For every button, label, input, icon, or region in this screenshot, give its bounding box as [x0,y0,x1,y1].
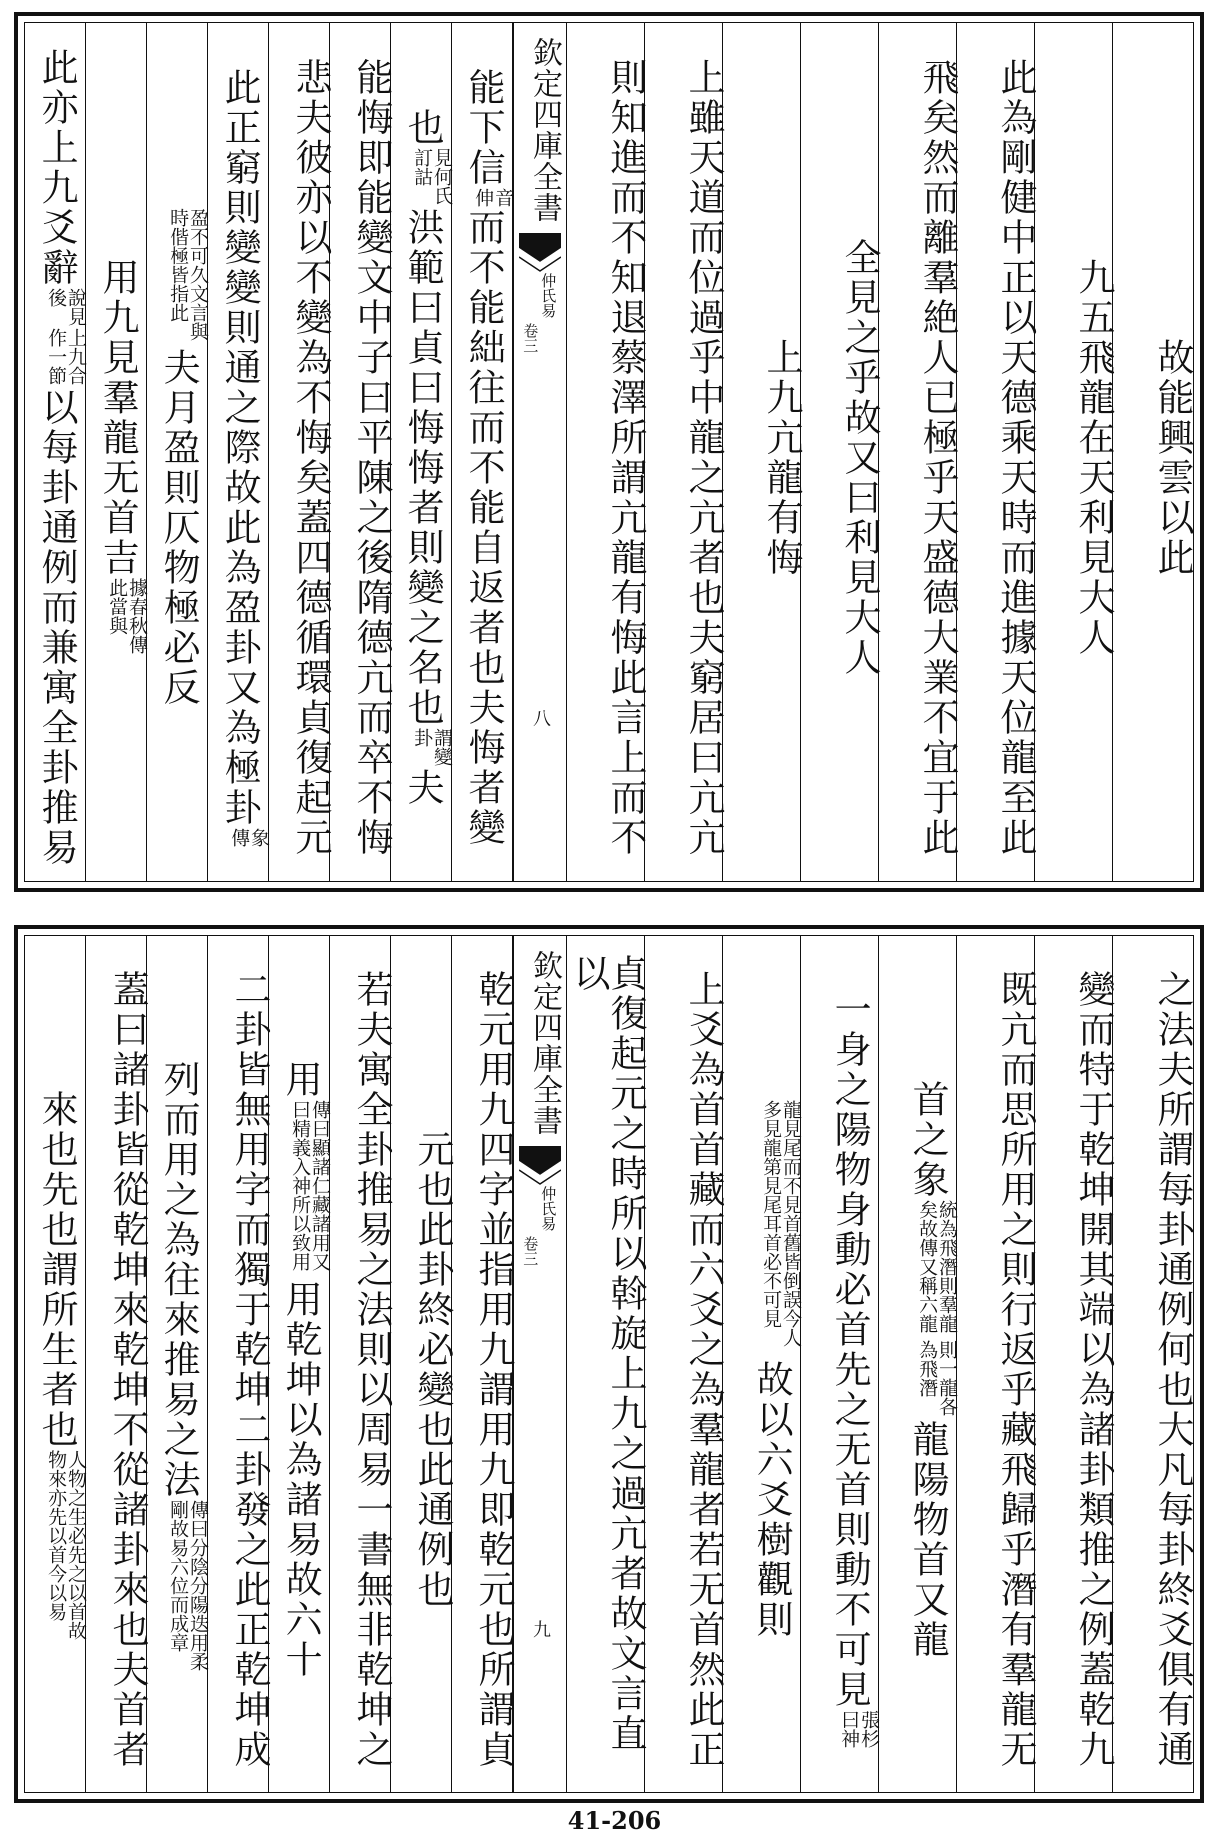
column-text [879,954,956,1786]
text-column [208,23,269,881]
annotation-text: 說見後 [45,288,87,326]
column-text [86,41,146,875]
annotation-text: 音伸 [472,188,514,207]
upper-page-frame [24,22,1194,882]
column-text [1035,954,1115,1786]
column-text [645,41,725,875]
upper-page [14,12,1204,892]
main-text: 而不能絀往而不能自返者也夫悔者變 [462,208,506,848]
volume-label: 卷三 [521,1236,540,1266]
text-column [86,936,147,1792]
text-column [269,936,330,1792]
text-column [25,936,86,1792]
main-text: 故以六爻樹觀則 [750,1360,794,1640]
text-column [879,23,957,881]
text-column [391,23,452,881]
text-column [147,23,208,881]
volume-label: 卷三 [521,323,540,353]
main-text: 元也此卦終必變也此通例也 [411,1130,454,1610]
text-column [452,936,513,1792]
leaf-number: 八 [530,709,551,727]
main-text: 夫月盈則仄物極必反 [157,348,201,708]
column-text [1113,41,1194,875]
text-column [801,23,879,881]
column-text [567,41,647,875]
column-text [208,954,271,1786]
book-title: 仲氏易 [539,273,558,318]
center-fold-column [513,936,567,1792]
main-text: 以每卦通例而兼寓全卦推易 [35,388,79,868]
column-text [269,954,329,1786]
text-column [801,936,879,1792]
main-text: 用 [279,1060,323,1100]
main-text: 一身之陽物身動必首先之无首則動不可見 [828,990,872,1710]
column-text [208,41,268,875]
text-column [723,23,801,881]
lower-page [14,925,1204,1803]
text-column [147,936,208,1792]
main-text: 夫 [401,768,445,808]
main-text: 悲夫彼亦以不變為不悔矣蓋四德循環貞復起元 [289,58,332,858]
annotation-text: 龍見尾而不見首舊皆倒誤今人多見龍第見尾耳首必不可見 [760,1100,802,1347]
column-text [86,954,149,1786]
main-text: 能悔即能變文中子曰平陳之後隋德亢而卒不悔 [350,58,393,858]
main-text: 此為剛健中正以天德乘天時而進據天位龍至此 [994,58,1037,858]
text-column [86,23,147,881]
main-text: 也 [401,108,445,148]
main-text: 來也先也謂所生者也 [35,1090,79,1450]
text-column [1113,23,1194,881]
column-text [801,954,878,1786]
leaf-number: 九 [530,1620,551,1638]
annotation-text: 張杉曰神 [838,1710,880,1748]
main-text: 首之象 [906,1080,950,1200]
text-column [208,936,269,1792]
main-text: 則知進而不知退蔡澤所謂亢龍有悔此言上而不 [604,58,647,858]
annotation-text: 人物之生必先之以首故物來亦先以首今以易 [45,1450,87,1640]
column-text [330,954,393,1786]
main-text: 列而用之為往來推易之法 [157,1060,201,1500]
column-text [391,41,451,875]
annotation-text: 據春秋傳此當與 [106,578,148,654]
main-text: 上爻為首首藏而六爻之為羣龍者若无首然此正 [682,970,725,1770]
column-text [879,41,959,875]
text-column [957,23,1035,881]
text-column [1035,936,1113,1792]
main-text: 蓋曰諸卦皆從乾坤來乾坤不從諸卦來也夫首者 [106,970,149,1770]
column-text [1035,41,1115,875]
annotation-text: 見何氏訂詁 [411,148,453,205]
text-column [269,23,330,881]
main-text: 全見之乎故又曰利見大人 [838,238,881,678]
text-column [391,936,452,1792]
column-text [330,41,393,875]
column-text [25,41,85,875]
column-text [723,954,800,1786]
column-text [801,41,881,875]
column-text [723,41,803,875]
text-column [1113,936,1194,1792]
main-text: 上雖天道而位過乎中龍之亢者也夫窮居曰亢亢 [682,58,725,858]
column-text [269,41,332,875]
column-text [645,954,725,1786]
center-fold-column [513,23,567,881]
column-text [567,954,647,1786]
annotation-text: 上九合作一節 [45,328,87,385]
text-column [330,936,391,1792]
annotation-text: 統為飛潛則羣龍矣故傳又稱六龍 [916,1200,958,1333]
book-title: 仲氏易 [539,1186,558,1231]
main-text: 之法夫所謂每卦通例何也大凡每卦終爻俱有通 [1151,970,1194,1770]
main-text: 若夫寓全卦推易之法則以周易一書無非乾坤之 [350,970,393,1770]
main-text: 洪範曰貞曰悔悔者則變之名也 [401,208,445,728]
annotation-text: 傳曰分陰分陽迭用柔剛故易六位而成章 [167,1500,209,1671]
main-text: 貞復起元之時所以斡旋上九之過亢者故文言直以 [567,954,647,1754]
header-title: 欽定四庫全書 [527,37,562,223]
text-column [330,23,391,881]
column-text [452,41,512,875]
annotation-text: 象傳 [228,828,270,847]
annotation-text: 謂變卦 [411,728,453,766]
annotation-text: 盈不可久文言與時偕極皆指此 [167,208,209,341]
main-text: 二卦皆無用字而獨于乾坤二卦發之此正乾坤成 [228,970,271,1770]
main-text: 龍陽物首又龍 [906,1420,950,1660]
column-text [25,954,85,1786]
text-column [957,936,1035,1792]
text-column [25,23,86,881]
main-text: 變而特于乾坤開其端以為諸卦類推之例蓋乾九 [1072,970,1115,1770]
annotation-text: 則一龍各為飛潛 [916,1340,958,1416]
annotation-text: 傳曰顯諸仁藏諸用又曰精義入神所以致用 [289,1100,331,1271]
text-column [645,23,723,881]
main-text: 飛矣然而離羣絶人已極乎天盛德大業不宜于此 [916,58,959,858]
main-text: 此亦上九爻辭 [35,48,79,288]
text-column [723,936,801,1792]
column-text [1113,954,1194,1786]
main-text: 上九亢龍有悔 [760,338,803,578]
main-text: 用九見羣龍无首吉 [96,258,140,578]
text-column [1035,23,1113,881]
main-text: 故能興雲以此 [1151,338,1194,578]
column-text [147,41,207,875]
column-text [452,954,515,1786]
text-column [645,936,723,1792]
main-text: 能下信 [462,68,506,188]
column-text [957,954,1037,1786]
text-column [452,23,513,881]
text-column [879,936,957,1792]
footer-page-number: 41-206 [567,1806,662,1835]
main-text: 九五飛龍在天利見大人 [1072,258,1115,658]
text-column [567,936,645,1792]
lower-page-frame [24,935,1194,1793]
main-text: 既亢而思所用之則行返乎藏飛歸乎潛有羣龍无 [994,970,1037,1770]
header-title: 欽定四庫全書 [527,950,562,1136]
text-column [567,23,645,881]
column-text [391,954,454,1786]
main-text: 此正窮則變變則通之際故此為盈卦又為極卦 [218,68,262,828]
main-text: 用乾坤以為諸易故六十 [279,1280,323,1680]
column-text [957,41,1037,875]
main-text: 乾元用九四字並指用九謂用九即乾元也所謂貞 [472,970,515,1770]
column-text [147,954,207,1786]
